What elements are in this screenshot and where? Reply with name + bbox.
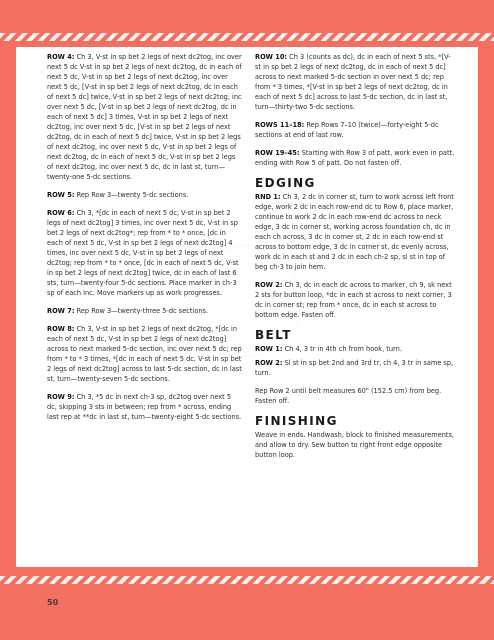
belt-row-1 [255,344,455,354]
row-6 [47,208,242,298]
row-text: Rep Row 2 until belt measures 60" (152.5 cm) from beg. Fasten off. [255,387,442,405]
row-text: Rep Row 3—twenty-three 5-dc sections. [74,307,209,315]
row-4 [47,52,242,182]
rows-11-18 [255,120,455,140]
row-10 [255,52,455,112]
row-text: Ch 3, *[dc in each of next 5 dc, V-st in sp bet 2 legs of next dc2tog] 3 times, inc over next 5 dc, V-st in sp bet 2 legs of next dc2tog*; rep from * to * once, [dc in each of next 5 dc, V-st in sp bet 2 legs of next dc2tog] 4 times, inc over next 5 dc, V-st in sp bet 2 legs of next dc2tog; rep from * to * once, [dc in each of next 5 dc, V-st in sp bet 2 legs of next dc2tog] twice, dc in each of last 6 sts, turn—twenty-four 5-dc sections. Place marker in ch-3 sp of each inc. Move markers up as work progresses. [47,209,239,297]
belt-heading: BELT [255,328,292,342]
row-label: ROWS 11–18: [255,121,305,129]
finishing-text: Weave in ends. Handwash, block to finished measurements, and allow to dry. Sew button to right front edge opposite button loop. [255,431,455,459]
row-5 [47,190,242,200]
row-text: Starting with Row 3 of patt, work even in patt, ending with Row 5 of patt. Do not fasten off. [255,149,455,167]
row-text: Ch 3 (counts as dc), dc in each of next 5 sts, *[V-st in sp bet 2 legs of next dc2tog, dc in each of next 5 dc] across to next marked 5-dc section in over next 5 dc; rep from * 3 times, *[V-st in sp bet 2 legs of next dc2tog, dc in each of next 5 dc] across to last 5-dc section, dc in last st, turn—thirty-two 5-dc sections. [255,53,451,111]
row-text: Ch 3, *5 dc in next ch-3 sp, dc2tog over next 5 dc, skipping 3 sts in between; rep from * across, ending last rep at **dc in last st, turn—twenty-eight 5-dc sections. [47,393,242,421]
row-7 [47,306,242,316]
row-text: Ch 3, 2 dc in corner st, turn to work across left front edge, work 2 dc in each row-end dc to Row 6, place marker, continue to work 2 dc in each row-end dc across to neck edge, 3 dc in corner st, working across foundation ch, dc in each ch across, 3 dc in corner st, 2 dc in each row-end st across to bottom edge, 3 dc in corner st, dc evenly across, work dc in each st and 2 dc in each ch-2 sp, sl st in top of beg ch-3 to join hem. [255,193,454,271]
row-text: Rep Rows 7–10 (twice)—forty-eight 5-dc sections at end of last row. [255,121,439,139]
row-label: ROW 5: [47,191,75,199]
left-column [47,52,242,430]
right-column [255,52,455,468]
row-label: ROW 9: [47,393,75,401]
row-label: ROW 6: [47,209,75,217]
bottom-decorative-border [0,576,494,584]
row-label: ROW 8: [47,325,75,333]
page-number: 50 [47,598,59,607]
row-text: Ch 4, 3 tr in 4th ch from hook, turn. [282,345,402,353]
belt-repeat-note [255,386,455,406]
edging-row-2 [255,280,455,320]
belt-row-2 [255,358,455,378]
top-decorative-border [0,33,494,41]
edging-rnd-1 [255,192,455,272]
rows-19-45 [255,148,455,168]
row-label: ROW 4: [47,53,75,61]
finishing-heading: FINISHING [255,414,338,428]
row-9 [47,392,242,422]
row-label: ROW 2: [255,281,283,289]
row-label: ROW 7: [47,307,75,315]
row-label: ROW 19–45: [255,149,300,157]
row-label: ROW 2: [255,359,283,367]
row-text: Sl st in sp bet 2nd and 3rd tr, ch 4, 3 tr in same sp, turn. [255,359,454,377]
row-text: Ch 3, V-st in sp bet 2 legs of next dc2tog, inc over next 5 dc V-st in sp bet 2 legs of next dc2tog, dc in each of next 5 dc, V-st in sp bet 2 legs of next dc2tog, inc over next 5 dc, [V-st in sp bet 2 legs of next dc2tog, dc in each of next 5 dc] twice, V-st in sp bet 2 legs of next dc2tog, inc over next 5 dc, [V-st in sp bet 2 legs of next dc2tog, dc in each of next 5 dc] 3 times, V-st in sp bet 2 legs of next dc2tog, inc over next 5 dc, [V-st in sp bet 2 legs of next dc2tog, dc in each of next 5 dc] twice, V-st in sp bet 2 legs of next dc2tog, inc over next 5 dc, V-st in sp bet 2 legs of next dc2tog, dc in each of next 5 dc, V-st in sp bet 2 legs of next dc2tog, inc over next 5 dc, dc in last st, turn—twenty-one 5-dc sections. [47,53,242,181]
row-8 [47,324,242,384]
row-label: ROW 10: [255,53,288,61]
row-text: Ch 3, V-st in sp bet 2 legs of next dc2tog, *[dc in each of next 5 dc, V-st in sp bet 2 legs of next dc2tog] across to next marked 5-dc section, inc over next 5 dc; rep from * to * 3 times, *[dc in each of next 5 dc, V-st in sp bet 2 legs of next dc2tog] across to last 5-dc section, dc in last st, turn—twenty-seven 5-dc sections. [47,325,242,383]
row-text: Rep Row 3—twenty 5-dc sections. [74,191,189,199]
row-label: RND 1: [255,193,281,201]
edging-heading: EDGING [255,176,316,190]
row-text: Ch 3, dc in each dc across to marker, ch 9, sk next 2 sts for button loop, *dc in each st across to next corner, 3 dc in corner st; rep from * once, dc in each st across to bottom edge. Fasten off. [255,281,452,319]
row-label: ROW 1: [255,345,283,353]
